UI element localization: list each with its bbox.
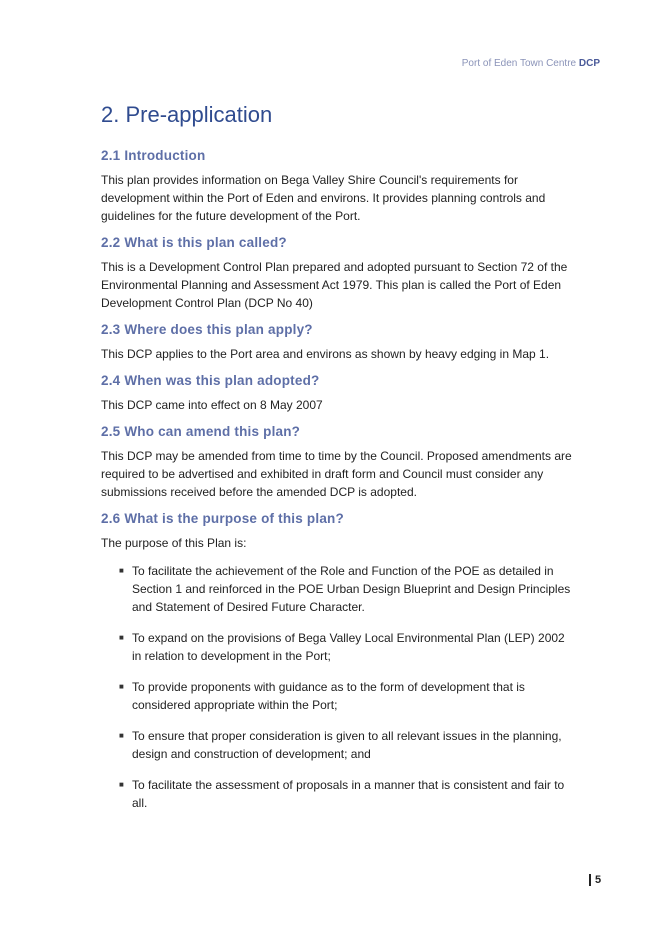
section-heading: 2.3 Where does this plan apply? bbox=[101, 322, 313, 337]
header-dcp: DCP bbox=[578, 58, 600, 69]
list-item-text: To facilitate the assessment of proposals in a manner that is consistent and fair to all. bbox=[132, 778, 565, 810]
section-body: This plan provides information on Bega Valley Shire Council's requirements for development within the Port of Eden and environs. It provides planning controls and guidelines for the future development of the Port. bbox=[101, 173, 546, 223]
list-item-text: To ensure that proper consideration is given to all relevant issues in the planning, design and construction of development; and bbox=[132, 729, 562, 761]
section-body: This is a Development Control Plan prepared and adopted pursuant to Section 72 of the Environmental Planning and Assessment Act 1979. This plan is called the Port of Eden Development Control Plan (DCP No 40) bbox=[101, 260, 568, 310]
list-item bbox=[119, 727, 576, 763]
square-bullet-icon: ■ bbox=[119, 682, 124, 691]
square-bullet-icon: ■ bbox=[119, 780, 124, 789]
header-title: Port of Eden Town Centre bbox=[461, 58, 577, 69]
square-bullet-icon: ■ bbox=[119, 731, 124, 740]
section-plan-purpose bbox=[101, 511, 576, 552]
section-plan-area bbox=[101, 322, 576, 363]
running-header bbox=[462, 58, 600, 69]
section-body: The purpose of this Plan is: bbox=[101, 536, 247, 550]
section-body: This DCP applies to the Port area and environs as shown by heavy edging in Map 1. bbox=[101, 347, 550, 361]
square-bullet-icon: ■ bbox=[119, 633, 124, 642]
purpose-list bbox=[101, 562, 576, 812]
section-heading: 2.4 When was this plan adopted? bbox=[101, 373, 320, 388]
section-heading: 2.6 What is the purpose of this plan? bbox=[101, 511, 344, 526]
section-plan-name bbox=[101, 235, 576, 312]
section-plan-adopted bbox=[101, 373, 576, 414]
list-item bbox=[119, 629, 576, 665]
section-heading: 2.2 What is this plan called? bbox=[101, 235, 287, 250]
page-title: 2. Pre-application bbox=[101, 102, 273, 127]
list-item bbox=[119, 678, 576, 714]
list-item bbox=[119, 562, 576, 616]
section-body: This DCP may be amended from time to time by the Council. Proposed amendments are required to be advertised and exhibited in draft form and Council must consider any submissions received before the amended DCP is adopted. bbox=[101, 449, 572, 499]
list-item bbox=[119, 776, 576, 812]
list-item-text: To expand on the provisions of Bega Valley Local Environmental Plan (LEP) 2002 in relation to development in the Port; bbox=[132, 631, 565, 663]
section-introduction bbox=[101, 148, 576, 225]
section-body: This DCP came into effect on 8 May 2007 bbox=[101, 398, 323, 412]
section-plan-amend bbox=[101, 424, 576, 501]
square-bullet-icon: ■ bbox=[119, 566, 124, 575]
page-content bbox=[101, 148, 576, 825]
page-number: 5 bbox=[589, 874, 601, 886]
section-heading: 2.5 Who can amend this plan? bbox=[101, 424, 301, 439]
list-item-text: To provide proponents with guidance as to the form of development that is considered appropriate within the Port; bbox=[132, 680, 525, 712]
list-item-text: To facilitate the achievement of the Role and Function of the POE as detailed in Section 1 and reinforced in the POE Urban Design Blueprint and Design Principles and Statement of Desired Future Character. bbox=[132, 564, 571, 614]
section-heading: 2.1 Introduction bbox=[101, 148, 206, 163]
